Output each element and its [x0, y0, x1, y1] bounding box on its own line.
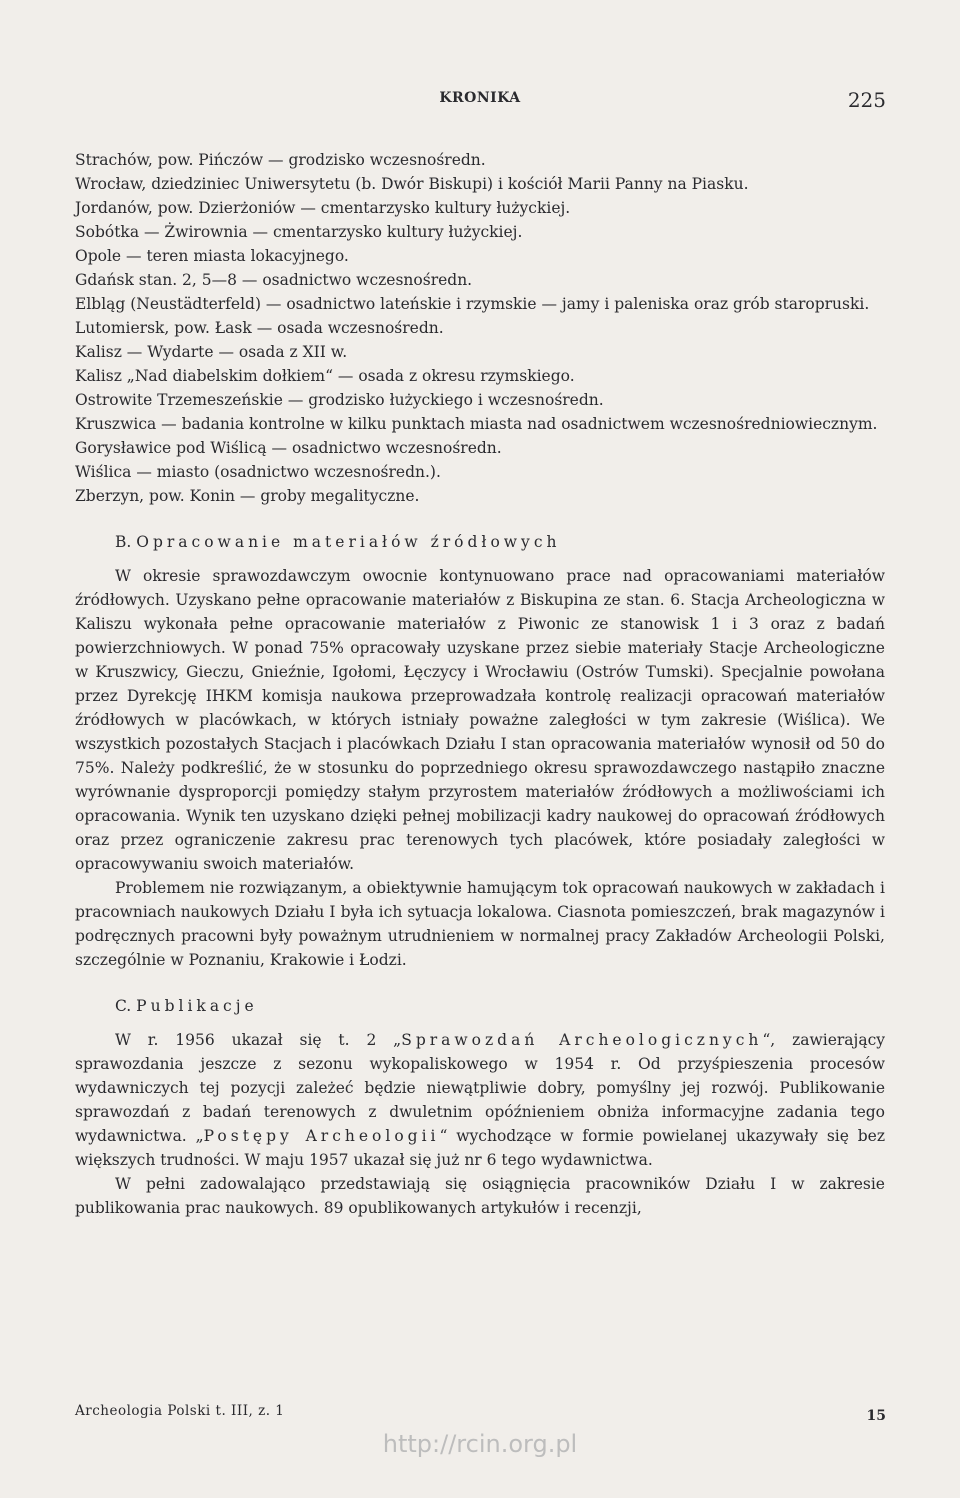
list-item: Kruszwica — badania kontrolne w kilku punktach miasta nad osadnictwem wczesnośredniowiecznym. — [75, 415, 878, 433]
list-item: Kalisz — Wydarte — osada z XII w. — [75, 343, 348, 361]
page-content — [75, 148, 885, 1220]
page-number: 225 — [847, 88, 886, 112]
list-item: Opole — teren miasta lokacyjnego. — [75, 247, 349, 265]
section-c-letter: C. — [115, 997, 132, 1015]
running-header: KRONIKA — [439, 90, 521, 106]
section-b-heading — [115, 530, 885, 554]
text-run: W r. 1956 ukazał się t. 2 „ — [115, 1031, 402, 1049]
list-item: Zberzyn, pow. Konin — groby megalityczne. — [75, 487, 420, 505]
list-item: Gdańsk stan. 2, 5—8 — osadnictwo wczesnośredn. — [75, 271, 473, 289]
list-item: Lutomiersk, pow. Łask — osada wczesnośredn. — [75, 319, 444, 337]
list-item: Strachów, pow. Pińczów — grodzisko wczesnośredn. — [75, 151, 486, 169]
list-item: Sobótka — Żwirownia — cmentarzysko kultury łużyckiej. — [75, 223, 523, 241]
list-item: Wrocław, dziedziniec Uniwersytetu (b. Dwór Biskupi) i kościół Marii Panny na Piasku. — [75, 175, 749, 193]
list-item: Elbląg (Neustädterfeld) — osadnictwo lateńskie i rzymskie — jamy i paleniska oraz grób staropruski. — [75, 295, 870, 313]
publication-title: Postępy Archeologii — [203, 1127, 440, 1145]
section-b-letter: B. — [115, 533, 132, 551]
section-c-title: Publikacje — [136, 997, 258, 1015]
paragraph — [75, 1028, 885, 1172]
text-run: “ wychodzące w formie powielanej ukazywały się bez większych trudności. W maju 1957 ukazał się już nr 6 tego wydawnictwa. — [75, 1127, 885, 1169]
publication-title: Sprawozdań Archeologicznych — [401, 1031, 763, 1049]
site-list — [75, 148, 885, 508]
signature-number: 15 — [866, 1408, 886, 1424]
section-b-title: Opracowanie materiałów źródłowych — [136, 533, 561, 551]
text-run: “, zawierający sprawozdania jeszcze z sezonu wykopaliskowego w 1954 r. Od przyśpieszenia procesów wydawniczych tej pozycji zależeć będzie niewątpliwie dobry, pomyślny jej rozwój. Publikowanie sprawozdań z badań terenowych z dwuletnim opóźnieniem obniża informacyjne zadania tego wydawnictwa. „ — [75, 1031, 886, 1145]
list-item: Ostrowite Trzemeszeńskie — grodzisko łużyckiego i wczesnośredn. — [75, 391, 604, 409]
section-c-heading — [115, 994, 885, 1018]
list-item: Jordanów, pow. Dzierżoniów — cmentarzysko kultury łużyckiej. — [75, 199, 571, 217]
list-item: Wiślica — miasto (osadnictwo wczesnośredn.). — [75, 463, 441, 481]
list-item: Kalisz „Nad diabelskim dołkiem“ — osada z okresu rzymskiego. — [75, 367, 575, 385]
watermark-url: http://rcin.org.pl — [382, 1430, 578, 1458]
footer-journal: Archeologia Polski t. III, z. 1 — [75, 1403, 285, 1419]
paragraph: W okresie sprawozdawczym owocnie kontynuowano prace nad opracowaniami materiałów źródłowych. Uzyskano pełne opracowanie materiałów z Biskupina ze stan. 6. Stacja Archeologiczna w Kaliszu wykonała pełne opracowanie materiałów z Piwonic ze stanowisk 1 i 3 oraz z badań powierzchniowych. W ponad 75% opracowały uzyskane przez siebie materiały Stacje Archeologiczne w Kruszwicy, Gieczu, Gnieźnie, Igołomi, Łęczycy i Wrocławiu (Ostrów Tumski). Specjalnie powołana przez Dyrekcję IHKM komisja naukowa przeprowadzała kontrolę realizacji opracowań materiałów źródłowych w placówkach, w których istniały poważne zaległości w tym zakresie (Wiślica). We wszystkich pozostałych Stacjach i placówkach Działu I stan opracowania materiałów wynosił od 50 do 75%. Należy podkreślić, że w stosunku do poprzedniego okresu sprawozdawczego nastąpiło znaczne wyrównanie dysproporcji pomiędzy stałym przyrostem materiałów źródłowych a możliwościami ich opracowania. Wynik ten uzyskano dzięki pełnej mobilizacji kadry naukowej do opracowań źródłowych oraz przez ograniczenie zakresu prac terenowych tych placówek, które posiadały zaległości w opracowywaniu swoich materiałów. — [75, 567, 885, 873]
paragraph: W pełni zadowalająco przedstawiają się osiągnięcia pracowników Działu I w zakresie publikowania prac naukowych. 89 opublikowanych artykułów i recenzji, — [75, 1175, 885, 1217]
list-item: Gorysławice pod Wiślicą — osadnictwo wczesnośredn. — [75, 439, 502, 457]
paragraph: Problemem nie rozwiązanym, a obiektywnie hamującym tok opracowań naukowych w zakładach i pracowniach naukowych Działu I była ich sytuacja lokalowa. Ciasnota pomieszczeń, brak magazynów i podręcznych pracowni były poważnym utrudnieniem w normalnej pracy Zakładów Archeologii Polski, szczególnie w Poznaniu, Krakowie i Łodzi. — [75, 879, 885, 969]
